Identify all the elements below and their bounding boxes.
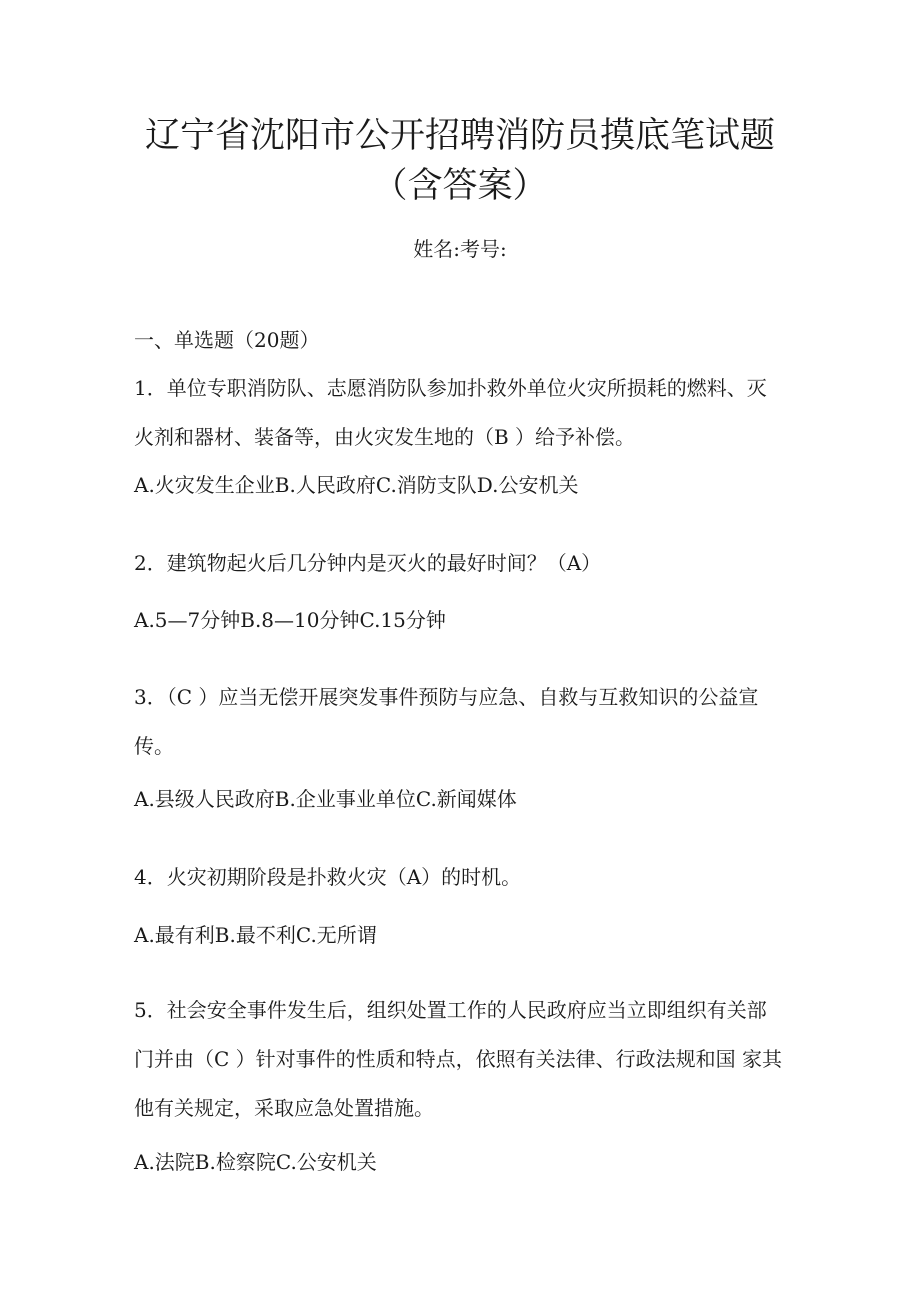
document-title-line2: （含答案） (372, 166, 548, 206)
question-4-options: A.最有利B.最不利C.无所谓 (134, 923, 377, 947)
document-title-line1: 辽宁省沈阳市公开招聘消防员摸底笔试题 (144, 116, 775, 156)
name-and-exam-number: 姓名:考号: (413, 237, 507, 261)
question-5-options: A.法院B.检察院C.公安机关 (134, 1150, 377, 1174)
question-5-stem-line3: 他有关规定，采取应急处置措施。 (134, 1096, 434, 1120)
question-1-stem-line2: 火剂和器材、装备等，由火灾发生地的（B ）给予补偿。 (134, 425, 636, 449)
question-5-stem-line2: 门并由（C ）针对事件的性质和特点，依照有关法律、行政法规和国 家其 (134, 1047, 783, 1071)
question-3-stem-line1: 3．（C ）应当无偿开展突发事件预防与应急、自救与互救知识的公益宣 (134, 685, 759, 709)
question-1-stem-line1: 1．单位专职消防队、志愿消防队参加扑救外单位火灾所损耗的燃料、灭 (134, 376, 767, 400)
question-3-options: A.县级人民政府B.企业事业单位C.新闻媒体 (134, 787, 517, 811)
question-5-stem-line1: 5．社会安全事件发生后，组织处置工作的人民政府应当立即组织有关部 (134, 998, 767, 1022)
question-1-options: A.火灾发生企业B.人民政府C.消防支队D.公安机关 (134, 473, 579, 497)
question-2-stem-line1: 2．建筑物起火后几分钟内是灭火的最好时间？（A） (134, 551, 602, 575)
question-3-stem-line2: 传。 (134, 734, 174, 758)
question-4-stem-line1: 4．火灾初期阶段是扑救火灾（A）的时机。 (134, 865, 522, 889)
question-2-options: A.5—7分钟B.8—10分钟C.15分钟 (134, 608, 446, 632)
section-heading: 一、单选题（20题） (134, 328, 320, 352)
